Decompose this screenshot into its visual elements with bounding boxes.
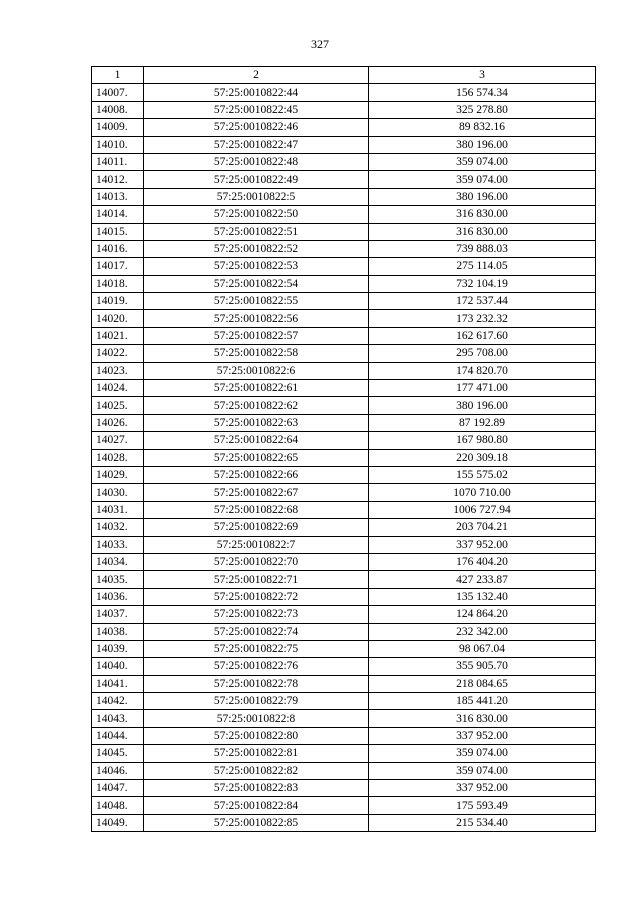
cadastral-number-cell: 57:25:0010822:73	[144, 606, 369, 623]
value-cell: 739 888.03	[369, 240, 596, 257]
cadastral-number-cell: 57:25:0010822:78	[144, 675, 369, 692]
cadastral-number-cell: 57:25:0010822:79	[144, 693, 369, 710]
value-cell: 1006 727.94	[369, 501, 596, 518]
column-header-1: 1	[92, 67, 144, 84]
value-cell: 232 342.00	[369, 623, 596, 640]
table-row	[92, 84, 596, 101]
cadastral-number-cell: 57:25:0010822:44	[144, 84, 369, 101]
table-row	[92, 623, 596, 640]
row-number-cell: 14046.	[92, 762, 144, 779]
value-cell: 98 067.04	[369, 640, 596, 657]
cadastral-number-cell: 57:25:0010822:70	[144, 553, 369, 570]
value-cell: 135 132.40	[369, 588, 596, 605]
table-row	[92, 310, 596, 327]
cadastral-number-cell: 57:25:0010822:53	[144, 258, 369, 275]
table-row	[92, 101, 596, 118]
row-number-cell: 14009.	[92, 119, 144, 136]
value-cell: 337 952.00	[369, 780, 596, 797]
table-row	[92, 293, 596, 310]
cadastral-number-cell: 57:25:0010822:63	[144, 414, 369, 431]
table-row	[92, 188, 596, 205]
row-number-cell: 14045.	[92, 745, 144, 762]
cadastral-number-cell: 57:25:0010822:45	[144, 101, 369, 118]
table-row	[92, 710, 596, 727]
row-number-cell: 14037.	[92, 606, 144, 623]
value-cell: 155 575.02	[369, 466, 596, 483]
table-row	[92, 240, 596, 257]
value-cell: 173 232.32	[369, 310, 596, 327]
header-row	[92, 67, 596, 84]
row-number-cell: 14029.	[92, 466, 144, 483]
cadastral-number-cell: 57:25:0010822:80	[144, 727, 369, 744]
row-number-cell: 14024.	[92, 380, 144, 397]
table-row	[92, 223, 596, 240]
value-cell: 427 233.87	[369, 571, 596, 588]
table-header	[92, 67, 596, 84]
table-row	[92, 658, 596, 675]
value-cell: 218 084.65	[369, 675, 596, 692]
table-row	[92, 814, 596, 831]
value-cell: 316 830.00	[369, 223, 596, 240]
cadastral-number-cell: 57:25:0010822:55	[144, 293, 369, 310]
cadastral-number-cell: 57:25:0010822:61	[144, 380, 369, 397]
row-number-cell: 14049.	[92, 814, 144, 831]
cadastral-number-cell: 57:25:0010822:5	[144, 188, 369, 205]
cadastral-number-cell: 57:25:0010822:81	[144, 745, 369, 762]
table-body	[92, 84, 596, 832]
value-cell: 359 074.00	[369, 745, 596, 762]
row-number-cell: 14015.	[92, 223, 144, 240]
data-table	[91, 66, 596, 832]
table-row	[92, 153, 596, 170]
cadastral-number-cell: 57:25:0010822:83	[144, 780, 369, 797]
table-row	[92, 745, 596, 762]
cadastral-number-cell: 57:25:0010822:6	[144, 362, 369, 379]
row-number-cell: 14043.	[92, 710, 144, 727]
row-number-cell: 14021.	[92, 327, 144, 344]
table-row	[92, 640, 596, 657]
row-number-cell: 14008.	[92, 101, 144, 118]
value-cell: 295 708.00	[369, 345, 596, 362]
cadastral-number-cell: 57:25:0010822:54	[144, 275, 369, 292]
table-row	[92, 466, 596, 483]
value-cell: 87 192.89	[369, 414, 596, 431]
row-number-cell: 14028.	[92, 449, 144, 466]
row-number-cell: 14030.	[92, 484, 144, 501]
value-cell: 275 114.05	[369, 258, 596, 275]
row-number-cell: 14048.	[92, 797, 144, 814]
cadastral-number-cell: 57:25:0010822:75	[144, 640, 369, 657]
row-number-cell: 14013.	[92, 188, 144, 205]
value-cell: 89 832.16	[369, 119, 596, 136]
row-number-cell: 14034.	[92, 553, 144, 570]
table-row	[92, 362, 596, 379]
cadastral-number-cell: 57:25:0010822:57	[144, 327, 369, 344]
column-header-3: 3	[369, 67, 596, 84]
row-number-cell: 14047.	[92, 780, 144, 797]
row-number-cell: 14041.	[92, 675, 144, 692]
table-row	[92, 501, 596, 518]
cadastral-number-cell: 57:25:0010822:50	[144, 206, 369, 223]
value-cell: 316 830.00	[369, 710, 596, 727]
table-row	[92, 414, 596, 431]
value-cell: 316 830.00	[369, 206, 596, 223]
row-number-cell: 14014.	[92, 206, 144, 223]
row-number-cell: 14011.	[92, 153, 144, 170]
value-cell: 380 196.00	[369, 188, 596, 205]
table-row	[92, 258, 596, 275]
row-number-cell: 14042.	[92, 693, 144, 710]
cadastral-number-cell: 57:25:0010822:8	[144, 710, 369, 727]
page-number: 327	[311, 37, 329, 51]
value-cell: 156 574.34	[369, 84, 596, 101]
cadastral-number-cell: 57:25:0010822:72	[144, 588, 369, 605]
row-number-cell: 14032.	[92, 519, 144, 536]
row-number-cell: 14039.	[92, 640, 144, 657]
cadastral-number-cell: 57:25:0010822:51	[144, 223, 369, 240]
value-cell: 359 074.00	[369, 762, 596, 779]
value-cell: 124 864.20	[369, 606, 596, 623]
value-cell: 355 905.70	[369, 658, 596, 675]
value-cell: 177 471.00	[369, 380, 596, 397]
value-cell: 1070 710.00	[369, 484, 596, 501]
table-row	[92, 693, 596, 710]
table-row	[92, 171, 596, 188]
cadastral-number-cell: 57:25:0010822:47	[144, 136, 369, 153]
row-number-cell: 14044.	[92, 727, 144, 744]
value-cell: 172 537.44	[369, 293, 596, 310]
cadastral-number-cell: 57:25:0010822:7	[144, 536, 369, 553]
row-number-cell: 14012.	[92, 171, 144, 188]
row-number-cell: 14022.	[92, 345, 144, 362]
cadastral-number-cell: 57:25:0010822:58	[144, 345, 369, 362]
row-number-cell: 14020.	[92, 310, 144, 327]
cadastral-number-cell: 57:25:0010822:82	[144, 762, 369, 779]
table-row	[92, 571, 596, 588]
row-number-cell: 14010.	[92, 136, 144, 153]
value-cell: 162 617.60	[369, 327, 596, 344]
value-cell: 380 196.00	[369, 136, 596, 153]
row-number-cell: 14026.	[92, 414, 144, 431]
table-row	[92, 727, 596, 744]
table-row	[92, 606, 596, 623]
table-row	[92, 675, 596, 692]
table-row	[92, 588, 596, 605]
value-cell: 175 593.49	[369, 797, 596, 814]
table-row	[92, 380, 596, 397]
cadastral-number-cell: 57:25:0010822:67	[144, 484, 369, 501]
cadastral-number-cell: 57:25:0010822:74	[144, 623, 369, 640]
value-cell: 174 820.70	[369, 362, 596, 379]
cadastral-number-cell: 57:25:0010822:85	[144, 814, 369, 831]
cadastral-number-cell: 57:25:0010822:48	[144, 153, 369, 170]
table-row	[92, 327, 596, 344]
value-cell: 732 104.19	[369, 275, 596, 292]
table-row	[92, 780, 596, 797]
cadastral-number-cell: 57:25:0010822:71	[144, 571, 369, 588]
cadastral-number-cell: 57:25:0010822:62	[144, 397, 369, 414]
table-row	[92, 136, 596, 153]
row-number-cell: 14033.	[92, 536, 144, 553]
value-cell: 359 074.00	[369, 171, 596, 188]
row-number-cell: 14007.	[92, 84, 144, 101]
value-cell: 167 980.80	[369, 432, 596, 449]
table-row	[92, 345, 596, 362]
value-cell: 215 534.40	[369, 814, 596, 831]
table-row	[92, 119, 596, 136]
row-number-cell: 14017.	[92, 258, 144, 275]
value-cell: 337 952.00	[369, 727, 596, 744]
table-row	[92, 762, 596, 779]
row-number-cell: 14038.	[92, 623, 144, 640]
value-cell: 176 404.20	[369, 553, 596, 570]
table-row	[92, 484, 596, 501]
row-number-cell: 14040.	[92, 658, 144, 675]
table-row	[92, 536, 596, 553]
row-number-cell: 14018.	[92, 275, 144, 292]
table-row	[92, 449, 596, 466]
value-cell: 325 278.80	[369, 101, 596, 118]
cadastral-number-cell: 57:25:0010822:84	[144, 797, 369, 814]
row-number-cell: 14036.	[92, 588, 144, 605]
row-number-cell: 14023.	[92, 362, 144, 379]
table-row	[92, 797, 596, 814]
cadastral-number-cell: 57:25:0010822:68	[144, 501, 369, 518]
cadastral-number-cell: 57:25:0010822:49	[144, 171, 369, 188]
table-row	[92, 397, 596, 414]
value-cell: 203 704.21	[369, 519, 596, 536]
row-number-cell: 14016.	[92, 240, 144, 257]
cadastral-number-cell: 57:25:0010822:66	[144, 466, 369, 483]
cadastral-number-cell: 57:25:0010822:65	[144, 449, 369, 466]
row-number-cell: 14027.	[92, 432, 144, 449]
value-cell: 380 196.00	[369, 397, 596, 414]
row-number-cell: 14019.	[92, 293, 144, 310]
value-cell: 185 441.20	[369, 693, 596, 710]
row-number-cell: 14025.	[92, 397, 144, 414]
cadastral-number-cell: 57:25:0010822:69	[144, 519, 369, 536]
value-cell: 359 074.00	[369, 153, 596, 170]
row-number-cell: 14031.	[92, 501, 144, 518]
table-row	[92, 553, 596, 570]
value-cell: 337 952.00	[369, 536, 596, 553]
row-number-cell: 14035.	[92, 571, 144, 588]
table-row	[92, 432, 596, 449]
cadastral-number-cell: 57:25:0010822:52	[144, 240, 369, 257]
table-row	[92, 206, 596, 223]
cadastral-number-cell: 57:25:0010822:64	[144, 432, 369, 449]
cadastral-number-cell: 57:25:0010822:76	[144, 658, 369, 675]
value-cell: 220 309.18	[369, 449, 596, 466]
cadastral-number-cell: 57:25:0010822:46	[144, 119, 369, 136]
cadastral-number-cell: 57:25:0010822:56	[144, 310, 369, 327]
table-row	[92, 275, 596, 292]
column-header-2: 2	[144, 67, 369, 84]
table-row	[92, 519, 596, 536]
